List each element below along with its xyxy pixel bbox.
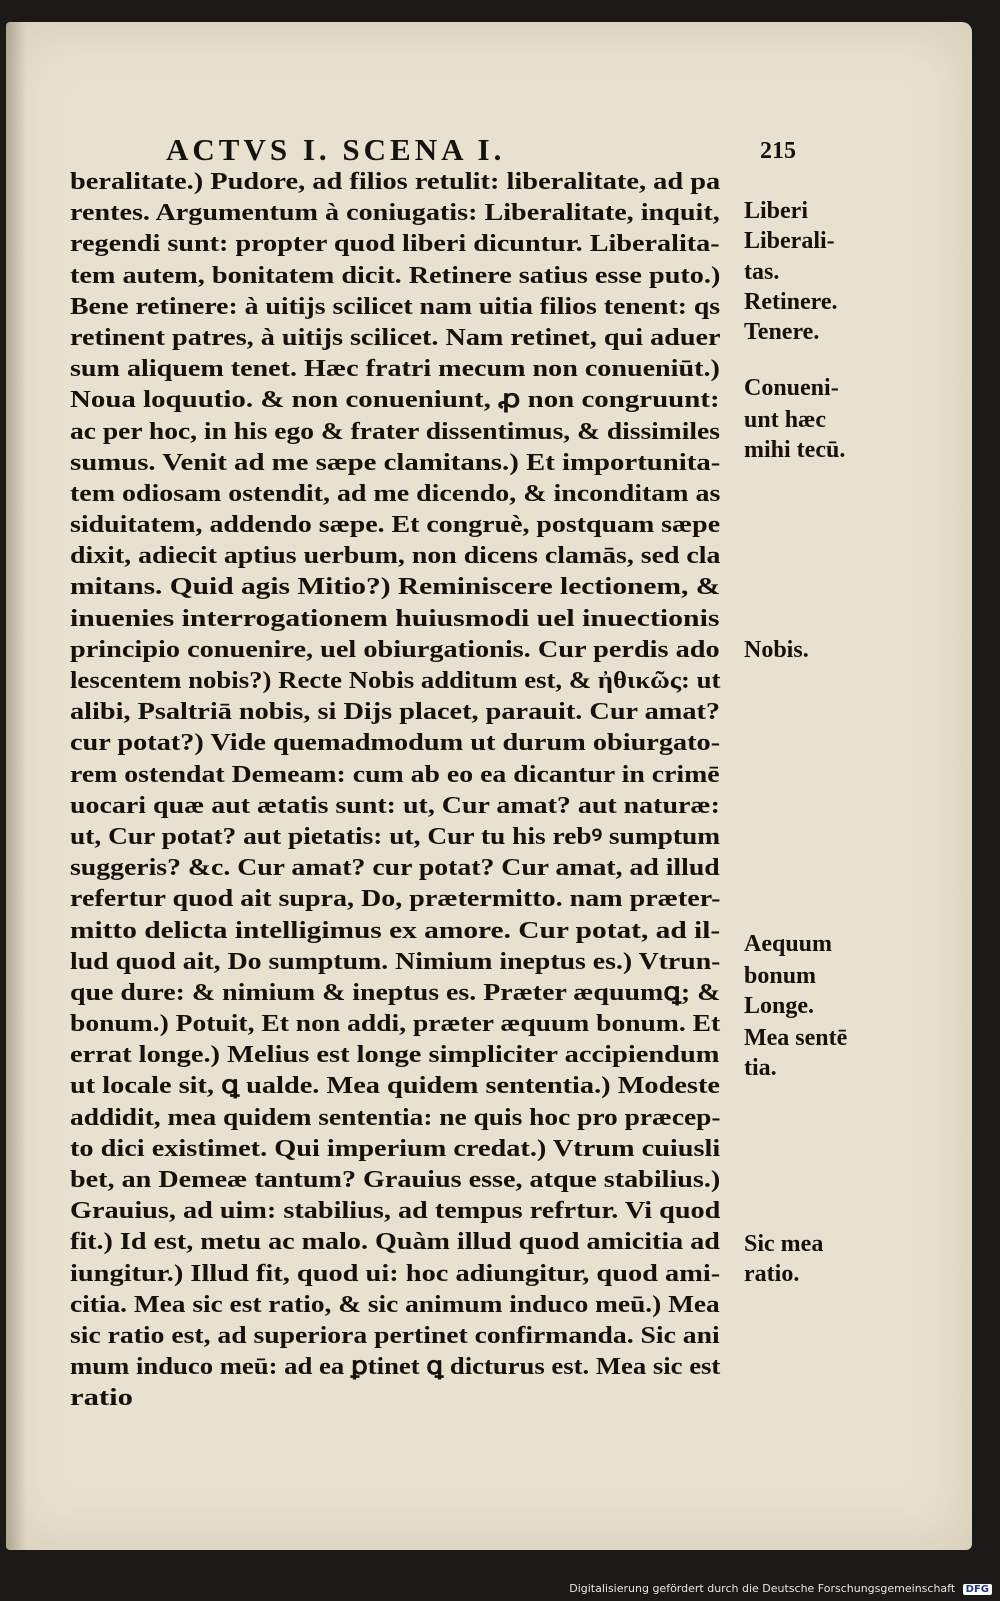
text-line: sumus. Venit ad me sæpe clamitans.) Et importunita- [70,448,721,476]
margin-note: mihi tecū. [744,437,846,463]
marginal-notes [744,22,884,1572]
text-line: sic ratio est, ad superiora pertinet confirmanda. Sic ani [70,1321,720,1349]
text-line: mitans. Quid agis Mitio?) Reminiscere lectionem, & [70,573,721,601]
text-line: ut locale sit, ꝗ ualde. Mea quidem sententia.) Modeste [70,1072,720,1100]
text-line: principio conuenire, uel obiurgationis. Cur perdis ado [70,635,720,663]
text-line: uocari quæ aut ætatis sunt: ut, Cur amat? aut naturæ: [70,791,720,819]
text-line: rentes. Argumentum à coniugatis: Liberalitate, inquit, [70,199,720,227]
text-line: bonum.) Potuit, Et non addi, præter æquum bonum. Et [70,1010,721,1038]
margin-note: Sic mea [744,1231,824,1257]
text-line: sum aliquem tenet. Hæc fratri mecum non conueniūt.) [70,355,720,383]
text-line: ut, Cur potat? aut pietatis: ut, Cur tu his rebꝰ sumptum [70,822,721,850]
text-line: Noua loquutio. & non conueniunt, ꝓ non congruunt: [70,386,720,414]
text-line: ratio [70,1384,133,1412]
margin-note: Aequum [744,931,833,957]
text-line: beralitate.) Pudore, ad filios retulit: liberalitate, ad pa [70,168,721,195]
margin-note: unt hæc [744,407,827,433]
text-line: refertur quod ait supra, Do, prætermitto. nam præter- [70,885,721,913]
margin-note: Liberi [744,198,808,224]
text-line: tem odiosam ostendit, ad me dicendo, & inconditam as [70,479,721,507]
page-gutter-shadow [6,22,26,1550]
margin-note: Tenere. [744,319,820,345]
text-line: tem autem, bonitatem dicit. Retinere satius esse puto.) [70,261,721,289]
running-head: ACTVS I. SCENA I. [166,132,506,167]
text-line: lud quod ait, Do sumptum. Nimium ineptus es.) Vtrun- [70,947,721,975]
text-line: rem ostendat Demeam: cum ab eo ea dicantur in crimē [70,760,720,788]
text-line: siduitatem, addendo sæpe. Et congruè, postquam sæpe [70,511,721,539]
margin-note: ratio. [744,1261,800,1287]
margin-note: Nobis. [744,637,809,663]
text-line: errat longe.) Melius est longe simpliciter accipiendum [70,1041,720,1069]
margin-note: Retinere. [744,289,838,315]
text-line: mum induco meū: ad ea ꝑtinet ꝗ dicturus est. Mea sic est [70,1353,721,1381]
text-line: addidit, mea quidem sententia: ne quis hoc pro præcep- [70,1103,721,1131]
margin-note: Longe. [744,993,815,1019]
margin-note: tia. [744,1055,777,1081]
text-line: iungitur.) Illud fit, quod ui: hoc adiungitur, quod ami- [70,1259,721,1287]
text-line: dixit, adiecit aptius uerbum, non dicens clamās, sed cla [70,542,721,570]
margin-note: bonum [744,963,817,989]
text-line: bet, an Demeæ tantum? Grauius esse, atque stabilius.) [70,1166,721,1193]
text-line: que dure: & nimium & ineptus es. Præter æquumꝗ; & [70,978,721,1006]
text-line: mitto delicta intelligimus ex amore. Cur potat, ad il- [70,916,721,944]
text-line: suggeris? &c. Cur amat? cur potat? Cur amat, ad illud [70,854,720,882]
text-line: Grauius, ad uim: stabilius, ad tempus refrtur. Vi quod [70,1197,721,1225]
book-page [6,22,972,1550]
folio-number: 215 [760,138,796,164]
commentary-text-block [70,166,740,1414]
margin-note: Conueni- [744,375,839,401]
text-line: regendi sunt: propter quod liberi dicuntur. Liberalita- [70,230,720,258]
digitization-credit [569,1582,992,1595]
text-line: retinent patres, à uitijs scilicet. Nam retinet, qui aduer [70,323,721,351]
text-line: fit.) Id est, metu ac malo. Quàm illud quod amicitia ad [70,1228,720,1256]
margin-note: Liberali- [744,228,835,254]
dfg-logo: DFG [963,1584,992,1595]
margin-note: tas. [744,259,780,285]
text-line: cur potat?) Vide quemadmodum ut durum obiurgato- [70,729,721,757]
text-line: inuenies interrogationem huiusmodi uel inuectionis [70,604,720,632]
margin-note: Mea sentē [744,1025,848,1051]
text-line: alibi, Psaltriā nobis, si Dijs placet, parauit. Cur amat? [70,698,721,726]
text-line: to dici existimet. Qui imperium credat.) Vtrum cuiusli [70,1134,721,1162]
text-line: lescentem nobis?) Recte Nobis additum est, & ἠθικῶς: ut [70,667,721,694]
credit-text: Digitalisierung gefördert durch die Deutsche Forschungsgemeinschaft [569,1582,956,1595]
text-line: Bene retinere: à uitijs scilicet nam uitia filios tenent: qs [70,292,721,320]
text-line: ac per hoc, in his ego & frater dissentimus, & dissimiles [70,417,720,445]
text-line: citia. Mea sic est ratio, & sic animum induco meū.) Mea [70,1290,720,1318]
